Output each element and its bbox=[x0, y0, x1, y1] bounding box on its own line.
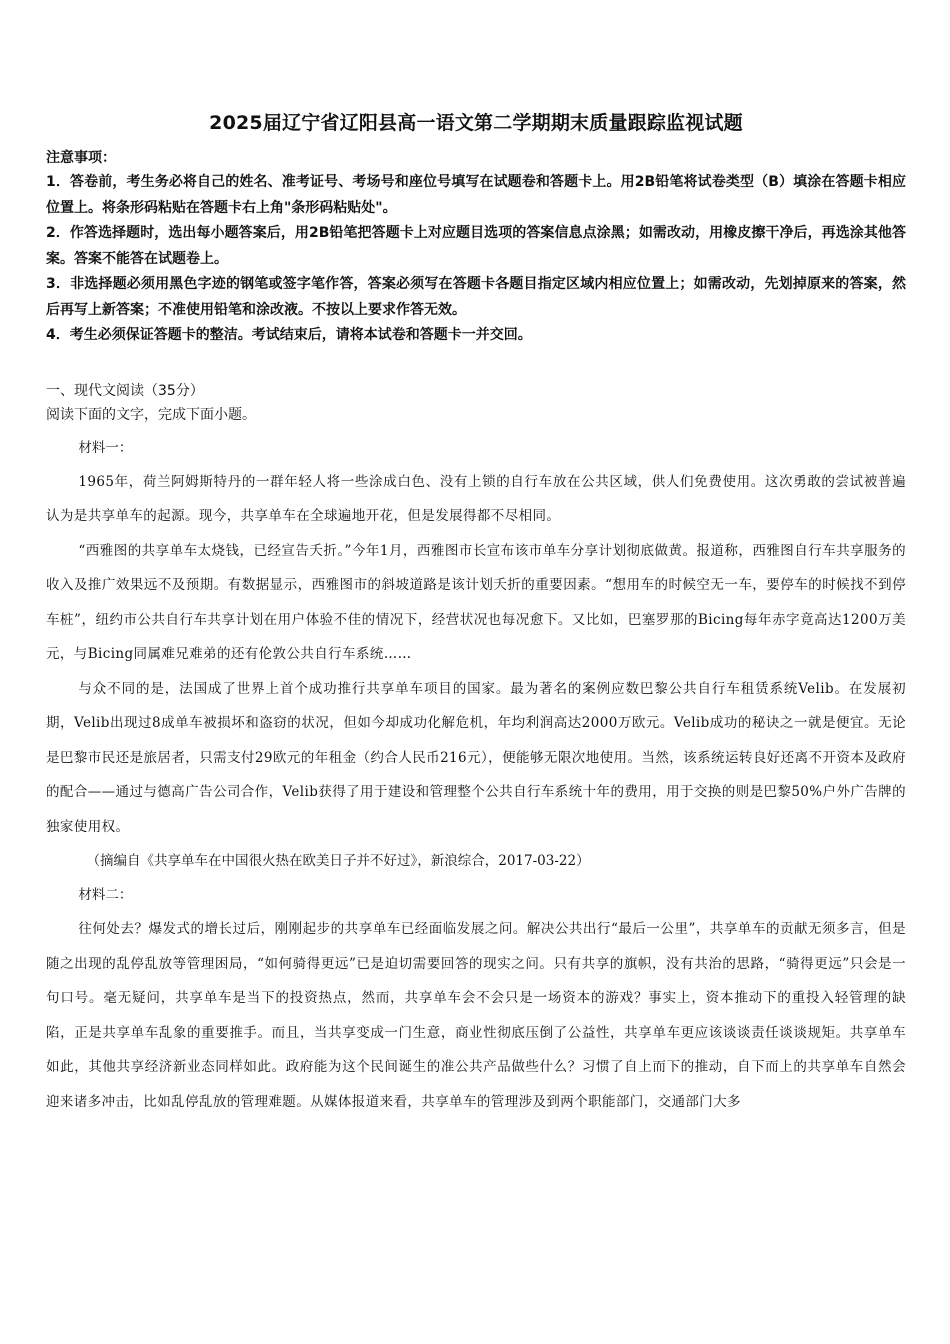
material-2-label: 材料二： bbox=[78, 887, 133, 903]
material-1-paragraph-1: 1965年，荷兰阿姆斯特丹的一群年轻人将一些涂成白色、没有上锁的自行车放在公共区域，供人们免费使用。这次勇敢的尝试被普遍认为是共享单车的起源。现今，共享单车在全球遍地开花，但是发展得都不尽相同。 bbox=[46, 473, 906, 524]
section-intro: 阅读下面的文字，完成下面小题。 bbox=[46, 406, 256, 423]
material-2-paragraph-1: 往何处去？爆发式的增长过后，刚刚起步的共享单车已经面临发展之问。解决公共出行“最后一公里”，共享单车的贡献无须多言，但是随之出现的乱停乱放等管理困局，“如何骑得更远”已是迫切需要回答的现实之问。只有共享的旗帜，没有共治的思路，“骑得更远”只会是一句口号。毫无疑问，共享单车是当下的投资热点，然而，共享单车会不会只是一场资本的游戏？事实上，资本推动下的重投入轻管理的缺陷，正是共享单车乱象的重要推手。而且，当共享变成一门生意，商业性彻底压倒了公益性，共享单车更应该谈谈责任谈谈规矩。共享单车如此，其他共享经济新业态同样如此。政府能为这个民间诞生的准公共产品做些什么？习惯了自上而下的推动，自下而上的共享单车自然会迎来诸多冲击，比如乱停乱放的管理难题。从媒体报道来看，共享单车的管理涉及到两个职能部门，交通部门大多 bbox=[46, 921, 906, 1110]
reading-section bbox=[46, 379, 906, 1120]
section-heading: 一、现代文阅读（35分） bbox=[46, 382, 204, 399]
notice-item-3: 3．非选择题必须用黑色字迹的钢笔或签字笔作答，答案必须写在答题卡各题目指定区域内相应位置上；如需改动，先划掉原来的答案，然后再写上新答案；不准使用铅笔和涂改液。不按以上要求作答无效。 bbox=[46, 276, 906, 318]
notice-item-4: 4．考生必须保证答题卡的整洁。考试结束后，请将本试卷和答题卡一并交回。 bbox=[46, 327, 532, 343]
notice-item-2: 2．作答选择题时，选出每小题答案后，用2B铅笔把答题卡上对应题目选项的答案信息点涂黑；如需改动，用橡皮擦干净后，再选涂其他答案。答案不能答在试题卷上。 bbox=[46, 225, 906, 267]
notice-item-1: 1．答卷前，考生务必将自己的姓名、准考证号、考场号和座位号填写在试题卷和答题卡上。用2B铅笔将试卷类型（B）填涂在答题卡相应位置上。将条形码粘贴在答题卡右上角"条形码粘贴处"。 bbox=[46, 174, 906, 216]
notice-heading: 注意事项： bbox=[46, 150, 116, 166]
material-1-paragraph-3: 与众不同的是，法国成了世界上首个成功推行共享单车项目的国家。最为著名的案例应数巴黎公共自行车租赁系统Velib。在发展初期，Velib出现过8成单车被损坏和盗窃的状况，但如今却成功化解危机，年均利润高达2000万欧元。Velib成功的秘诀之一就是便宜。无论是巴黎市民还是旅居者，只需支付29欧元的年租金（约合人民币216元），便能够无限次地使用。当然，该系统运转良好还离不开资本及政府的配合——通过与德高广告公司合作，Velib获得了用于建设和管理整个公共自行车系统十年的费用，用于交换的则是巴黎50%户外广告牌的独家使用权。 bbox=[46, 680, 906, 835]
material-1-paragraph-2: “西雅图的共享单车太烧钱，已经宣告夭折。”今年1月，西雅图市长宣布该市单车分享计划彻底做黄。报道称，西雅图自行车共享服务的收入及推广效果远不及预期。有数据显示，西雅图市的斜坡道路是该计划夭折的重要因素。“想用车的时候空无一车，要停车的时候找不到停车桩”，纽约市公共自行车共享计划在用户体验不佳的情况下，经营状况也每况愈下。又比如，巴塞罗那的Bicing每年赤字竟高达1200万美元，与Bicing同属难兄难弟的还有伦敦公共自行车系统…… bbox=[46, 542, 906, 662]
material-1-source: （摘编自《共享单车在中国很火热在欧美日子并不好过》，新浪综合，2017-03-22） bbox=[86, 853, 590, 869]
notice-block bbox=[46, 146, 906, 349]
exam-title: 2025届辽宁省辽阳县高一语文第二学期期末质量跟踪监视试题 bbox=[209, 112, 743, 134]
material-1-label: 材料一： bbox=[78, 439, 133, 456]
document-page bbox=[46, 108, 906, 1119]
